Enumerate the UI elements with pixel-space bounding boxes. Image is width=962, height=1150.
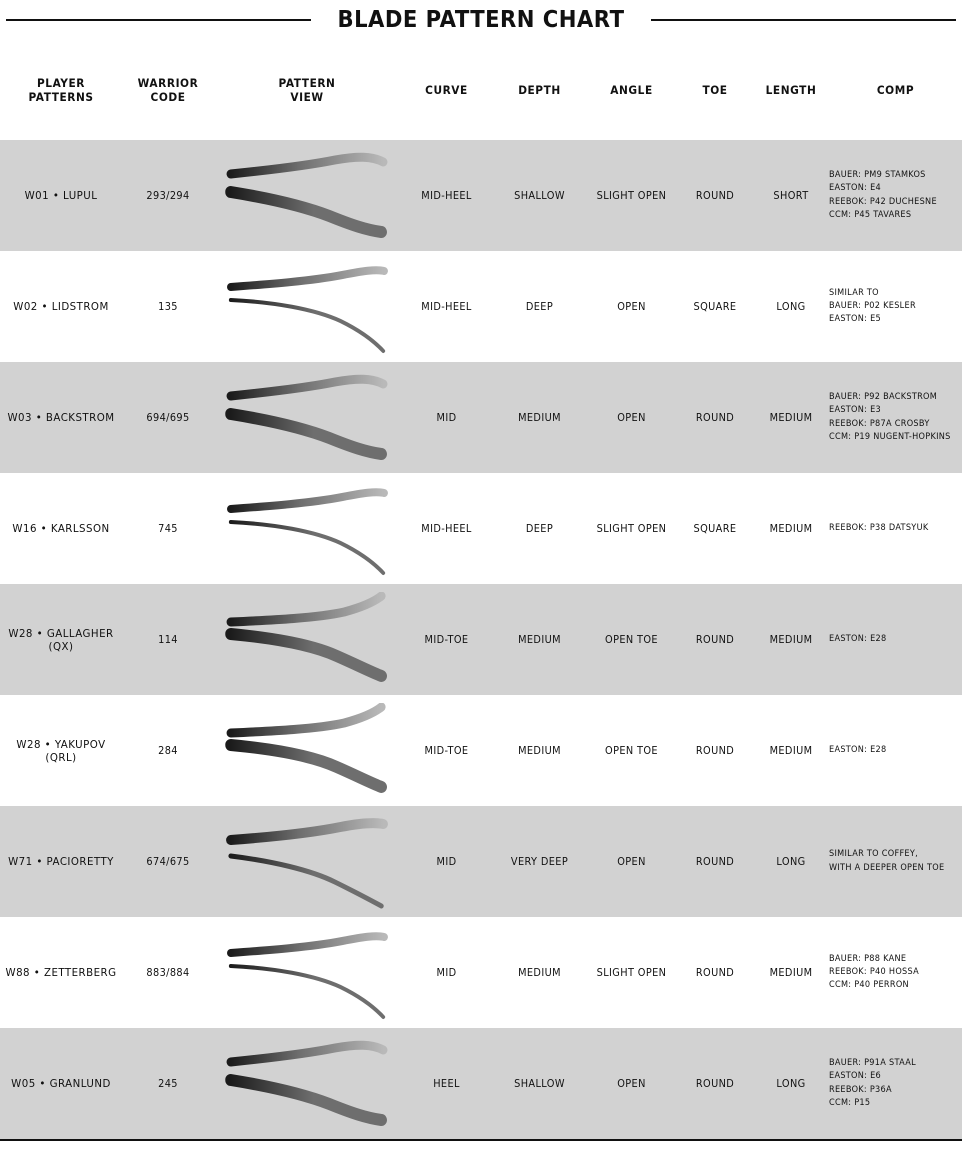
blade-pattern-view-graphic: [221, 695, 394, 806]
table-row: [0, 473, 962, 584]
cell-toe: ROUND: [695, 633, 735, 646]
cell-toe: ROUND: [695, 855, 735, 868]
column-header-warrior-code: [126, 40, 211, 140]
cell-curve: MID-HEEL: [421, 189, 472, 202]
blade-pattern-view-graphic: [221, 917, 394, 1028]
cell-curve: MID: [436, 966, 457, 979]
blade-pattern-table: [0, 40, 962, 1139]
cell-depth: DEEP: [525, 300, 554, 313]
column-header-angle: ANGLE: [610, 82, 653, 97]
header-player-line1: PLAYER: [36, 75, 86, 90]
cell-player-pattern: W88 • ZETTERBERG: [5, 966, 117, 979]
cell-angle: OPEN TOE: [605, 744, 658, 757]
comp-line: BAUER: P92 BACKSTROM: [829, 391, 938, 402]
table-row: [0, 140, 962, 251]
table-row: [0, 362, 962, 473]
cell-comp: [829, 917, 962, 1028]
cell-angle: SLIGHT OPEN: [596, 966, 667, 979]
header-code-line2: CODE: [150, 90, 186, 104]
cell-warrior-code: 883/884: [146, 966, 190, 979]
cell-warrior-code: 135: [158, 300, 178, 313]
column-header-toe: TOE: [702, 82, 728, 97]
title-rule-right: [651, 19, 956, 21]
cell-depth: SHALLOW: [514, 1077, 565, 1090]
title-rule-left: [6, 19, 311, 21]
column-header-length: LENGTH: [765, 82, 817, 97]
cell-curve: MID-HEEL: [421, 300, 472, 313]
cell-length: SHORT: [773, 189, 809, 202]
comp-line: BAUER: PM9 STAMKOS: [829, 169, 926, 180]
table-body: [0, 140, 962, 1139]
cell-warrior-code: 694/695: [146, 411, 190, 424]
cell-curve: MID-TOE: [424, 744, 469, 757]
column-header-player-patterns: [5, 40, 117, 140]
cell-length: MEDIUM: [769, 744, 813, 757]
column-header-curve: CURVE: [425, 82, 468, 97]
blade-pattern-view-graphic: [221, 362, 394, 473]
cell-curve: MID-HEEL: [421, 522, 472, 535]
cell-comp: [829, 806, 962, 917]
comp-line: REEBOK: P87A CROSBY: [829, 418, 930, 429]
table-row: [0, 917, 962, 1028]
cell-length: LONG: [776, 300, 806, 313]
cell-depth: MEDIUM: [518, 411, 561, 424]
cell-player-pattern: W28 • YAKUPOV (QRL): [16, 737, 106, 764]
cell-curve: MID: [436, 855, 457, 868]
comp-line: CCM: P15: [829, 1097, 871, 1108]
comp-line: EASTON: E4: [829, 183, 881, 194]
cell-player-pattern: W71 • PACIORETTY: [8, 855, 114, 868]
cell-comp: [829, 584, 962, 695]
cell-warrior-code: 674/675: [146, 855, 190, 868]
table-header: [0, 40, 962, 140]
cell-depth: VERY DEEP: [510, 855, 569, 868]
cell-toe: ROUND: [695, 966, 735, 979]
comp-line: REEBOK: P40 HOSSA: [829, 966, 919, 977]
cell-comp: [829, 1028, 962, 1139]
chart-title-bar: [0, 0, 962, 40]
cell-depth: MEDIUM: [518, 633, 561, 646]
cell-comp: [829, 695, 962, 806]
cell-depth: SHALLOW: [514, 189, 565, 202]
cell-player-pattern: W16 • KARLSSON: [12, 522, 110, 535]
cell-length: MEDIUM: [769, 522, 813, 535]
bottom-rule: [0, 1139, 962, 1141]
cell-length: MEDIUM: [769, 633, 813, 646]
cell-angle: OPEN: [617, 411, 646, 424]
cell-angle: OPEN TOE: [605, 633, 658, 646]
table-header-row: [0, 40, 962, 140]
blade-pattern-view-graphic: [221, 1028, 394, 1139]
cell-angle: SLIGHT OPEN: [596, 522, 667, 535]
comp-line: BAUER: P91A STAAL: [829, 1057, 916, 1068]
column-header-pattern-view: [221, 40, 392, 140]
blade-pattern-view-graphic: [221, 806, 394, 917]
cell-curve: MID: [436, 411, 457, 424]
cell-warrior-code: 284: [158, 744, 178, 757]
blade-pattern-view-graphic: [221, 473, 394, 584]
comp-line: CCM: P40 PERRON: [829, 980, 909, 991]
cell-player-pattern: W03 • BACKSTROM: [7, 411, 115, 424]
cell-comp: [829, 140, 962, 251]
table-row: [0, 251, 962, 362]
table-row: [0, 1028, 962, 1139]
blade-pattern-view-graphic: [221, 140, 394, 251]
cell-warrior-code: 293/294: [146, 189, 190, 202]
comp-line: CCM: P19 NUGENT-HOPKINS: [829, 431, 951, 442]
cell-toe: ROUND: [695, 1077, 735, 1090]
cell-toe: ROUND: [695, 411, 735, 424]
comp-line: SIMILAR TO: [829, 287, 879, 298]
comp-line: BAUER: P88 KANE: [829, 953, 907, 964]
cell-depth: MEDIUM: [518, 966, 561, 979]
cell-toe: ROUND: [695, 744, 735, 757]
comp-line: BAUER: P02 KESLER: [829, 300, 916, 311]
comp-line: EASTON: E6: [829, 1071, 881, 1082]
comp-line: EASTON: E28: [829, 633, 887, 644]
header-view-line2: VIEW: [290, 90, 324, 104]
cell-length: MEDIUM: [769, 966, 813, 979]
cell-comp: [829, 362, 962, 473]
table-row: [0, 695, 962, 806]
cell-angle: SLIGHT OPEN: [596, 189, 667, 202]
cell-depth: MEDIUM: [518, 744, 561, 757]
page-title: BLADE PATTERN CHART: [337, 7, 625, 33]
cell-length: LONG: [776, 855, 806, 868]
comp-line: SIMILAR TO COFFEY,: [829, 849, 919, 860]
comp-line: REEBOK: P36A: [829, 1084, 892, 1095]
cell-player-pattern: W05 • GRANLUND: [11, 1077, 111, 1090]
column-header-comp: COMP: [876, 82, 915, 97]
column-header-depth: DEPTH: [518, 82, 561, 97]
cell-curve: MID-TOE: [424, 633, 469, 646]
cell-player-pattern: W01 • LUPUL: [24, 189, 98, 202]
cell-toe: SQUARE: [693, 300, 737, 313]
cell-player-pattern: W28 • GALLAGHER (QX): [8, 626, 114, 653]
comp-line: REEBOK: P38 DATSYUK: [829, 522, 929, 533]
table-row: [0, 806, 962, 917]
cell-warrior-code: 745: [158, 522, 178, 535]
cell-length: MEDIUM: [769, 411, 813, 424]
cell-angle: OPEN: [617, 300, 646, 313]
blade-pattern-view-graphic: [221, 251, 394, 362]
cell-depth: DEEP: [525, 522, 554, 535]
cell-comp: [829, 251, 962, 362]
cell-curve: HEEL: [433, 1077, 460, 1090]
cell-angle: OPEN: [617, 855, 646, 868]
cell-angle: OPEN: [617, 1077, 646, 1090]
cell-player-pattern: W02 • LIDSTROM: [13, 300, 109, 313]
blade-pattern-view-graphic: [221, 584, 394, 695]
comp-line: EASTON: E28: [829, 744, 887, 755]
header-view-line1: PATTERN: [278, 75, 336, 90]
table-row: [0, 584, 962, 695]
comp-line: EASTON: E5: [829, 314, 881, 325]
comp-line: CCM: P45 TAVARES: [829, 209, 912, 220]
header-player-line2: PATTERNS: [28, 90, 94, 104]
comp-line: REEBOK: P42 DUCHESNE: [829, 196, 937, 207]
comp-line: WITH A DEEPER OPEN TOE: [829, 862, 945, 873]
cell-warrior-code: 245: [158, 1077, 178, 1090]
cell-length: LONG: [776, 1077, 806, 1090]
header-code-line1: WARRIOR: [137, 75, 199, 90]
cell-toe: ROUND: [695, 189, 735, 202]
cell-toe: SQUARE: [693, 522, 737, 535]
comp-line: EASTON: E3: [829, 405, 881, 416]
cell-comp: [829, 473, 962, 584]
cell-warrior-code: 114: [158, 633, 178, 646]
